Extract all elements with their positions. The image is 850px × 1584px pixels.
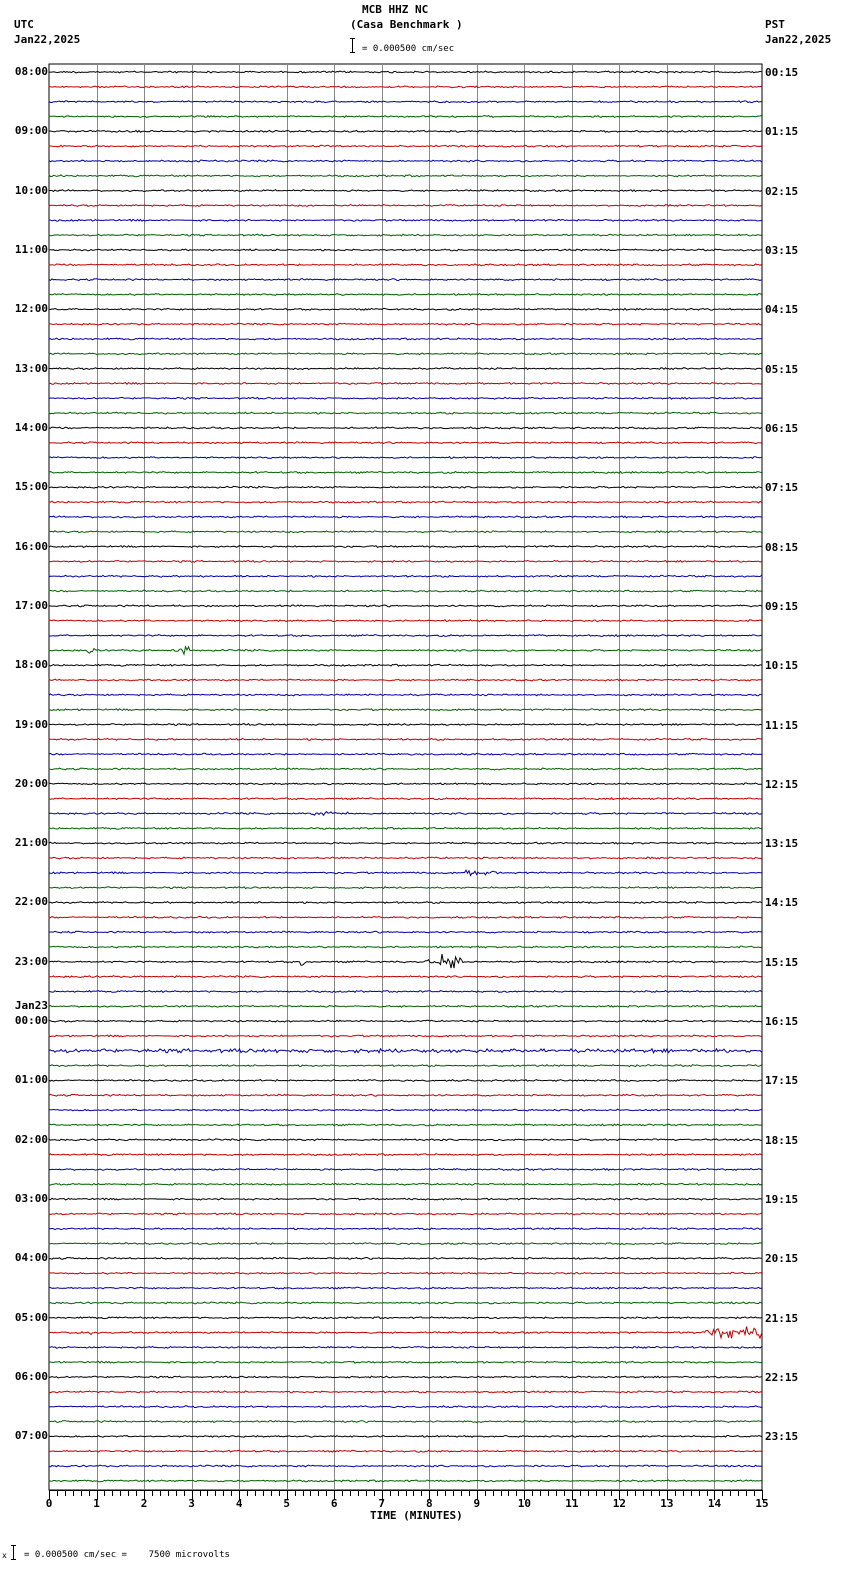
seismic-trace <box>49 575 762 577</box>
seismic-trace <box>49 130 762 132</box>
pst-hour-label: 20:15 <box>765 1252 799 1266</box>
utc-hour-label: 06:00 <box>14 1370 48 1384</box>
site-name: (Casa Benchmark ) <box>350 18 463 31</box>
utc-hour-label: 21:00 <box>14 836 48 850</box>
x-tick-label: 6 <box>330 1497 338 1510</box>
x-tick-label: 1 <box>93 1497 100 1510</box>
utc-hour-label: 11:00 <box>14 242 48 256</box>
x-tick-label: 3 <box>188 1497 195 1510</box>
footer-scale-bar-icon <box>11 1545 16 1560</box>
x-tick-label: 8 <box>425 1497 433 1510</box>
seismic-trace <box>49 1243 762 1245</box>
left-timezone: UTC <box>14 18 34 31</box>
utc-hour-label: 07:00 <box>14 1429 48 1443</box>
pst-hour-label: 07:15 <box>765 481 799 495</box>
pst-hour-label: 19:15 <box>765 1193 799 1207</box>
utc-hour-label: 18:00 <box>14 658 48 672</box>
seismic-trace <box>49 457 762 459</box>
seismic-trace <box>49 798 762 800</box>
seismic-trace <box>49 1406 762 1408</box>
seismic-trace <box>49 383 762 385</box>
x-tick-label: 4 <box>235 1497 243 1510</box>
seismic-trace <box>49 827 762 829</box>
seismic-trace <box>49 768 762 770</box>
x-tick-label: 11 <box>565 1497 579 1510</box>
seismic-trace <box>49 1391 762 1393</box>
seismic-trace <box>49 916 762 918</box>
seismic-trace <box>49 694 762 696</box>
plot-frame <box>49 64 762 1490</box>
seismic-trace <box>49 991 762 993</box>
seismic-trace <box>49 160 762 162</box>
x-tick-label: 0 <box>45 1497 53 1510</box>
seismic-trace <box>49 412 762 414</box>
pst-hour-label: 13:15 <box>765 837 799 851</box>
pst-hour-label: 11:15 <box>765 718 799 732</box>
utc-hour-label: 15:00 <box>14 480 48 494</box>
seismic-trace <box>49 931 762 933</box>
pst-hour-label: 02:15 <box>765 184 799 198</box>
seismic-trace <box>49 1154 762 1156</box>
seismic-trace <box>49 635 762 637</box>
seismic-trace <box>49 1213 762 1215</box>
utc-hour-label: 10:00 <box>14 183 48 197</box>
pst-hour-label: 17:15 <box>765 1074 799 1088</box>
seismic-trace <box>49 190 762 192</box>
seismic-trace <box>49 1124 762 1126</box>
seismic-trace <box>49 308 762 310</box>
seismic-trace <box>49 1436 762 1438</box>
seismic-trace <box>49 101 762 103</box>
seismic-trace <box>49 590 762 592</box>
seismic-trace <box>49 1109 762 1111</box>
seismic-trace <box>49 1035 762 1037</box>
utc-hour-label: 23:00 <box>14 954 48 968</box>
pst-hour-label: 05:15 <box>765 362 799 376</box>
station-title: MCB HHZ NC <box>362 3 429 16</box>
seismic-trace <box>49 249 762 251</box>
utc-hour-label: 09:00 <box>14 124 48 138</box>
utc-hour-label: 20:00 <box>14 776 48 790</box>
seismic-trace <box>49 234 762 236</box>
pst-hour-label: 09:15 <box>765 599 799 613</box>
utc-hour-label: 00:00 <box>14 1014 48 1028</box>
seismic-trace <box>49 145 762 147</box>
seismic-trace <box>49 1302 762 1304</box>
seismic-trace <box>49 294 762 296</box>
seismic-trace <box>49 1005 762 1007</box>
seismic-trace <box>49 219 762 221</box>
x-tick-label: 10 <box>517 1497 531 1510</box>
right-date: Jan22,2025 <box>765 33 832 46</box>
seismic-trace <box>49 664 762 666</box>
pst-hour-label: 08:15 <box>765 540 799 554</box>
seismic-trace <box>49 679 762 681</box>
seismic-trace <box>49 71 762 73</box>
utc-hour-label: 05:00 <box>14 1310 48 1324</box>
seismic-trace <box>49 1361 762 1363</box>
seismic-trace <box>49 842 762 844</box>
seismic-trace <box>49 368 762 370</box>
utc-hour-label: 03:00 <box>14 1192 48 1206</box>
seismic-trace <box>49 1258 762 1260</box>
seismic-trace <box>49 605 762 607</box>
left-date: Jan22,2025 <box>14 33 81 46</box>
seismic-trace <box>49 1327 762 1339</box>
seismic-trace <box>49 1450 762 1452</box>
seismic-trace <box>49 902 762 904</box>
seismic-trace <box>49 516 762 518</box>
seismic-trace <box>49 1065 762 1067</box>
seismic-trace <box>49 1287 762 1289</box>
seismic-trace <box>49 724 762 726</box>
seismic-trace <box>49 946 762 948</box>
seismic-trace <box>49 279 762 281</box>
seismic-trace <box>49 1347 762 1349</box>
seismic-trace <box>49 870 762 875</box>
pst-hour-label: 01:15 <box>765 125 799 139</box>
scale-text: = 0.000500 cm/sec <box>362 44 455 54</box>
seismic-trace <box>49 486 762 488</box>
seismic-trace <box>49 1020 762 1022</box>
seismic-trace <box>49 1169 762 1171</box>
pst-hour-label: 12:15 <box>765 777 799 791</box>
seismic-trace <box>49 427 762 429</box>
pst-hour-label: 10:15 <box>765 659 799 673</box>
seismic-trace <box>49 976 762 978</box>
seismic-trace <box>49 1480 762 1482</box>
seismic-trace <box>49 501 762 503</box>
utc-hour-label: 16:00 <box>14 539 48 553</box>
seismic-trace <box>49 1198 762 1200</box>
seismic-trace <box>49 175 762 177</box>
seismic-trace <box>49 1376 762 1378</box>
utc-hour-label: 13:00 <box>14 361 48 375</box>
pst-hour-label: 04:15 <box>765 303 799 317</box>
pst-hour-label: 00:15 <box>765 66 799 79</box>
seismic-trace <box>49 887 762 889</box>
footer-marker: x <box>2 1551 7 1560</box>
seismic-trace <box>49 647 762 654</box>
seismic-trace <box>49 205 762 207</box>
seismic-trace <box>49 1139 762 1141</box>
seismic-trace <box>49 857 762 859</box>
pst-hour-label: 23:15 <box>765 1430 799 1444</box>
seismic-trace <box>49 739 762 741</box>
seismic-trace <box>49 442 762 444</box>
x-tick-label: 12 <box>612 1497 627 1510</box>
x-tick-label: 5 <box>283 1497 290 1510</box>
seismic-trace <box>49 264 762 266</box>
seismic-trace <box>49 86 762 88</box>
utc-hour-label: 02:00 <box>14 1132 48 1146</box>
seismic-trace <box>49 1465 762 1467</box>
seismic-trace <box>49 397 762 399</box>
seismic-trace <box>49 620 762 622</box>
x-tick-label: 15 <box>755 1497 769 1510</box>
pst-hour-label: 15:15 <box>765 955 799 969</box>
right-timezone: PST <box>765 18 785 31</box>
x-tick-label: 2 <box>140 1497 148 1510</box>
seismic-trace <box>49 116 762 118</box>
pst-hour-label: 22:15 <box>765 1371 799 1385</box>
utc-hour-label: 14:00 <box>14 420 48 434</box>
x-tick-label: 9 <box>473 1497 481 1510</box>
seismic-trace <box>49 1317 762 1319</box>
utc-hour-label: 04:00 <box>14 1251 48 1265</box>
seismic-trace <box>49 954 762 968</box>
seismic-trace <box>49 812 762 816</box>
utc-hour-label: 17:00 <box>14 598 48 612</box>
seismic-trace <box>49 1049 762 1053</box>
seismic-trace <box>49 1094 762 1096</box>
seismic-trace <box>49 1080 762 1082</box>
pst-hour-label: 21:15 <box>765 1311 799 1325</box>
date-change-label: Jan23 <box>14 999 48 1013</box>
footer-scale-text: = 0.000500 cm/sec = 7500 microvolts <box>24 1550 230 1560</box>
seismic-trace <box>49 561 762 563</box>
seismic-trace <box>49 1183 762 1185</box>
x-tick-label: 13 <box>660 1497 674 1510</box>
utc-hour-label: 08:00 <box>14 65 48 78</box>
utc-hour-label: 12:00 <box>14 302 48 316</box>
seismic-trace <box>49 546 762 548</box>
x-tick-label: 7 <box>378 1497 386 1510</box>
seismic-trace <box>49 472 762 474</box>
pst-hour-label: 16:15 <box>765 1015 799 1029</box>
x-tick-label: 14 <box>707 1497 722 1510</box>
seismic-trace <box>49 338 762 340</box>
pst-hour-label: 18:15 <box>765 1133 799 1147</box>
pst-hour-label: 14:15 <box>765 896 799 910</box>
seismic-trace <box>49 783 762 785</box>
pst-hour-label: 06:15 <box>765 421 799 435</box>
seismic-trace <box>49 753 762 755</box>
seismic-trace <box>49 1421 762 1423</box>
x-axis-label: TIME (MINUTES) <box>370 1509 463 1522</box>
utc-hour-label: 22:00 <box>14 895 48 909</box>
seismic-trace <box>49 353 762 355</box>
seismic-trace <box>49 531 762 533</box>
seismic-trace <box>49 1272 762 1274</box>
utc-hour-label: 01:00 <box>14 1073 48 1087</box>
pst-hour-label: 03:15 <box>765 243 799 257</box>
seismic-trace <box>49 323 762 325</box>
seismic-trace <box>49 1228 762 1230</box>
utc-hour-label: 19:00 <box>14 717 48 731</box>
seismic-trace <box>49 709 762 711</box>
